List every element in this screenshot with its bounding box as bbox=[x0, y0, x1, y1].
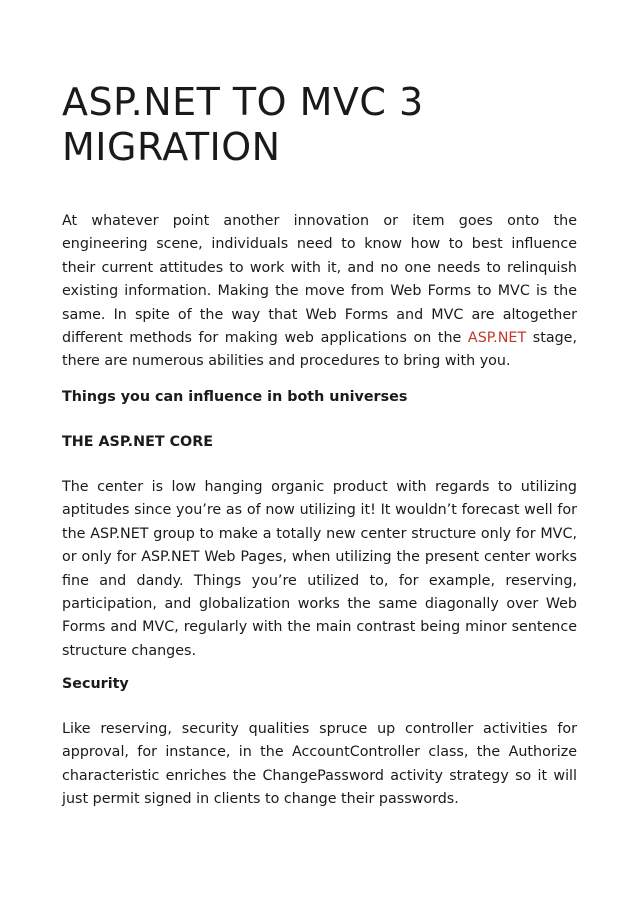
security-paragraph: Like reserving, security qualities spruce up controller activities for approval, for instance, in the AccountController class, the Authorize characteristic enriches the ChangePassword activity strategy so it will just permit signed in clients to change their passwords. bbox=[62, 721, 577, 808]
intro-text-before-link: At whatever point another innovation or item goes onto the engineering scene, individuals need to know how to best influence their current attitudes to work with it, and no one needs to relinquish existing information. Making the move from Web Forms to MVC is the same. In spite of the way that Web Forms and MVC are altogether different methods for making web applications on the bbox=[62, 213, 577, 347]
page-title: ASP.NET TO MVC 3 MIGRATION bbox=[62, 80, 424, 169]
core-paragraph: The center is low hanging organic product with regards to utilizing aptitudes since you’re as of now utilizing it! It wouldn’t forecast well for the ASP.NET group to make a totally new center structure only for MVC, or only for ASP.NET Web Pages, when utilizing the present center works fine and dandy. Things you’re utilized to, for example, reserving, participation, and globalization works the same diagonally over Web Forms and MVC, regularly with the main contrast being minor sentence structure changes. bbox=[62, 479, 577, 659]
security-heading: Security bbox=[62, 676, 129, 692]
intro-text-after-link: stage, there are numerous abilities and procedures to bring with you. bbox=[62, 330, 577, 370]
aspnet-link[interactable]: ASP.NET bbox=[467, 330, 527, 347]
section-heading: Things you can influence in both universes bbox=[62, 389, 408, 405]
core-heading: THE ASP.NET CORE bbox=[62, 434, 213, 450]
intro-paragraph bbox=[62, 210, 577, 374]
